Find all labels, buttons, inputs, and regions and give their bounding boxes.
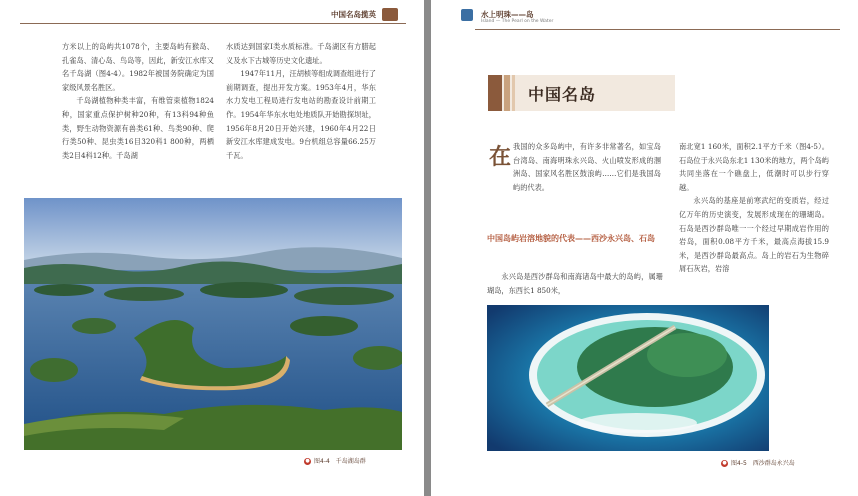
page-number-badge [461, 9, 473, 21]
left-column-1 [62, 40, 214, 162]
paragraph: 1947年11月，汪胡桢等组成调查组进行了前期调查，提出开发方案。1953年4月，华东水力发电工程局进行发电站的勘查设计前期工作。1954年华东水电处地质队开始勘探坝址，1956年8月20日开始兴建，1960年4月22日新安江水库建成发电。9台机组总容量66.25万千瓦。 [226, 69, 376, 160]
running-header-right [475, 9, 840, 30]
figure-caption-4-5 [721, 458, 795, 467]
qiandao-lake-photo [24, 198, 402, 450]
paragraph: 我国的众多岛屿中，有许多非常著名，如宝岛台湾岛、南海明珠永兴岛、火山喷发形成的涠洲岛、国家风名胜区鼓浪屿……它们是我国岛屿的代表。 [513, 142, 661, 192]
caption-marker-icon: ● [722, 460, 727, 466]
yongxing-island-photo [487, 305, 769, 451]
caption-text: 图4-5 西沙群岛永兴岛 [731, 460, 795, 467]
drop-cap: 在 [489, 144, 512, 170]
chapter-title: 中国名岛 [528, 85, 597, 104]
paragraph: 永兴岛是西沙群岛和南海诸岛中最大的岛屿，属珊瑚岛，东西长1 850米， [487, 272, 663, 295]
chapter-title-block [488, 75, 675, 111]
left-column-2 [226, 40, 376, 162]
paragraph: 水质达到国家Ⅰ类水质标准。千岛湖区有方腊起义及水下古城等历史文化遗址。 [226, 42, 376, 65]
book-gutter [424, 0, 431, 496]
paragraph: 南北宽1 160米，面积2.1平方千米（图4-5）。石岛位于永兴岛东北1 130米的地方，两个岛屿共同坐落在一个礁盘上，低潮时可以步行穿越。 [679, 142, 829, 192]
figure-caption-4-4 [304, 456, 366, 465]
paragraph: 方米以上的岛屿共1078个，主要岛屿有猴岛、孔雀岛、清心岛、鸟岛等，因此，新安江水库又名千岛湖（图4-4）。1982年被国务院确定为国家级风景名胜区。 [62, 42, 214, 92]
header-subtitle: Island — The Pearl on the Water [481, 19, 554, 24]
right-column-2 [679, 140, 829, 276]
right-intro-text [513, 140, 661, 194]
caption-marker-icon: ● [305, 458, 310, 464]
section-heading: 中国岛屿岩溶地貌的代表——西沙永兴岛、石岛 [487, 234, 655, 243]
running-header-left [20, 9, 406, 24]
paragraph: 千岛湖植物种类丰富，有维管束植物1824种，国家重点保护树种20种，有13科94种鱼类，野生动物资源有兽类61种、鸟类90种、爬行类50种、昆虫类16目320科1 800种，两栖类2目4科12种。千岛湖 [62, 96, 214, 160]
right-page [431, 0, 858, 496]
caption-text: 图4-4 千岛湖岛群 [314, 458, 366, 465]
right-column-1-body [487, 270, 663, 297]
left-page [0, 0, 424, 496]
paragraph: 永兴岛的基座是前寒武纪的变质岩，经过亿万年的历史演变，发展形成现在的珊瑚岛。石岛是西沙群岛唯一一个经过早期成岩作用的岩岛，面积0.08平方千米，最高点海拔15.9米，是西沙群岛最高点。岛上的岩石为生物碎屑石灰岩，岩溶 [679, 196, 829, 274]
page-number-badge [382, 8, 398, 21]
header-title: 水上明珠——岛 [481, 10, 534, 19]
header-title: 中国名岛揽英 [331, 10, 376, 19]
